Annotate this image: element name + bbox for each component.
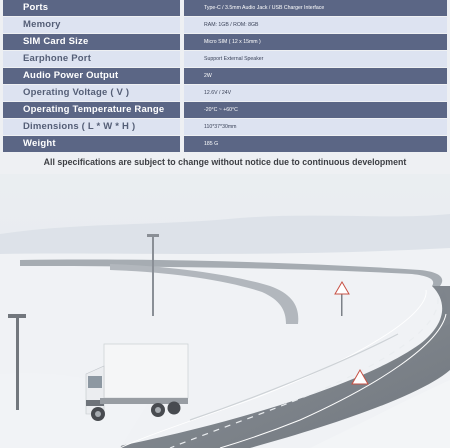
spec-row-audio-power-output <box>3 68 447 84</box>
spec-label: Operating Temperature Range <box>3 102 180 118</box>
spec-label: Ports <box>3 0 180 16</box>
spec-label: SIM Card Size <box>3 34 180 50</box>
spec-table <box>3 0 447 153</box>
spec-row-earphone-port <box>3 51 447 67</box>
spec-value: Micro SIM ( 12 x 15mm ) <box>184 34 447 50</box>
spec-value: 12.6V / 24V <box>184 85 447 101</box>
spec-label: Operating Voltage ( V ) <box>3 85 180 101</box>
spec-value: 2W <box>184 68 447 84</box>
spec-value: Type-C / 3.5mm Audio Jack / USB Charger Interface <box>184 0 447 16</box>
winter-road-truck-photo <box>0 174 450 448</box>
spec-row-sim-card-size <box>3 34 447 50</box>
spec-label: Audio Power Output <box>3 68 180 84</box>
spec-row-memory <box>3 17 447 33</box>
spec-row-dimensions <box>3 119 447 135</box>
spec-label: Memory <box>3 17 180 33</box>
spec-label: Dimensions ( L * W * H ) <box>3 119 180 135</box>
disclaimer-text: All specifications are subject to change without notice due to continuous development <box>43 157 407 167</box>
spec-value: 185 G <box>184 136 447 152</box>
spec-row-weight <box>3 136 447 152</box>
spec-value: RAM: 1GB / ROM: 8GB <box>184 17 447 33</box>
spec-row-ports <box>3 0 447 16</box>
spec-value: -20°C ~ +60°C <box>184 102 447 118</box>
spec-label: Weight <box>3 136 180 152</box>
spec-row-operating-voltage <box>3 85 447 101</box>
spec-row-operating-temperature <box>3 102 447 118</box>
spec-label: Earphone Port <box>3 51 180 67</box>
spec-value: 110*37*30mm <box>184 119 447 135</box>
spec-value: Support External Speaker <box>184 51 447 67</box>
